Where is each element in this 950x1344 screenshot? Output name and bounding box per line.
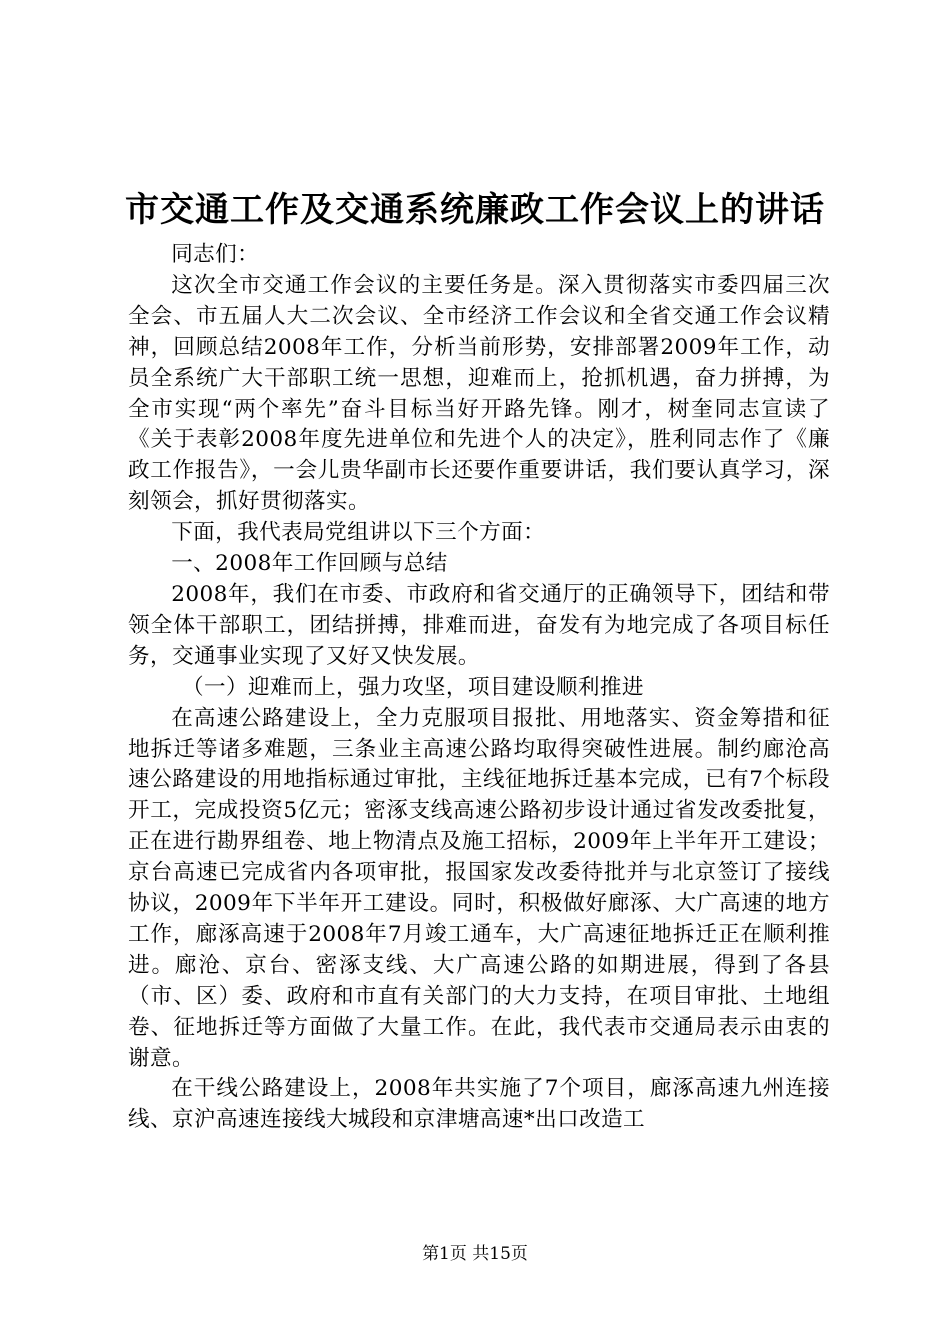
trunk-road-paragraph: 在干线公路建设上，2008年共实施了7个项目，廊涿高速九州连接线、京沪高速连接线大城段和京津塘高速*出口改造工 [128,1076,830,1133]
page-indicator: 第1页 共15页 [422,1244,528,1264]
subsection-heading-1: （一）迎难而上，强力攻坚，项目建设顺利推进 [182,674,644,700]
section-heading-1: 一、2008年工作回顾与总结 [171,551,448,577]
salutation-paragraph: 同志们： [171,242,260,267]
review-paragraph: 2008年，我们在市委、市政府和省交通厅的正确领导下，团结和带领全体干部职工，团结拼搏，排难而进，奋发有为地完成了各项目标任务，交通事业实现了又好又快发展。 [128,581,830,669]
document-title: 市交通工作及交通系统廉政工作会议上的讲话 [125,190,825,230]
highway-paragraph: 在高速公路建设上，全力克服项目报批、用地落实、资金筹措和征地拆迁等诸多难题，三条业主高速公路均取得突破性进展。制约廊沧高速公路建设的用地指标通过审批，主线征地拆迁基本完成，已有7个标段开工，完成投资5亿元；密涿支线高速公路初步设计通过省发改委批复，正在进行勘界组卷、地上物清点及施工招标，2009年上半年开工建设；京台高速已完成省内各项审批，报国家发改委待批并与北京签订了接线协议，2009年下半年开工建设。同时，积极做好廊涿、大广高速的地方工作，廊涿高速于2008年7月竣工通车，大广高速征地拆迁正在顺利推进。廊沧、京台、密涿支线、大广高速公路的如期进展，得到了各县（市、区）委、政府和市直有关部门的大力支持，在项目审批、土地组卷、征地拆迁等方面做了大量工作。在此，我代表市交通局表示由衷的谢意。 [128,705,830,1071]
intro-paragraph: 这次全市交通工作会议的主要任务是。深入贯彻落实市委四届三次全会、市五届人大二次会议、全市经济工作会议和全省交通工作会议精神，回顾总结2008年工作，分析当前形势，安排部署2009年工作，动员全系统广大干部职工统一思想，迎难而上，抢抓机遇，奋力拼搏，为全市实现“两个率先”奋斗目标当好开路先锋。刚才，树奎同志宣读了《关于表彰2008年度先进单位和先进个人的决定》，胜利同志作了《廉政工作报告》，一会儿贵华副市长还要作重要讲话，我们要认真学习，深刻领会，抓好贯彻落实。 [128,272,830,515]
document-body [128,240,830,1136]
outline-paragraph: 下面，我代表局党组讲以下三个方面： [171,520,546,546]
